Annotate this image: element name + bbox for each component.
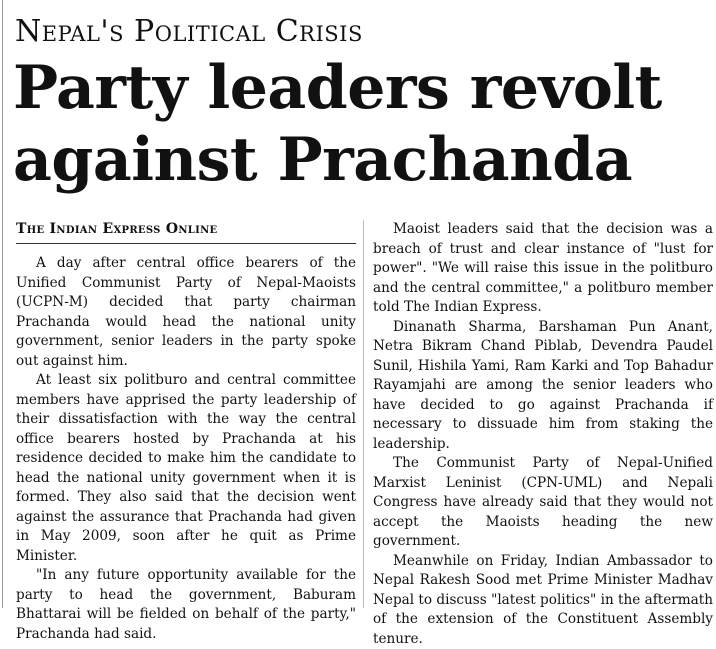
paragraph: At least six politburo and central committee members have apprised the party leadership of their dissatisfaction with the way the central office bearers hosted by Prachanda at his residence decided to make him the candidate to head the national unity government when it is formed. They also said that the decision went against the assurance that Prachanda had given in May 2009, soon after he quit as Prime Minister. <box>16 371 356 566</box>
paragraph: The Communist Party of Nepal-Unified Marxist Leninist (CPN-UML) and Nepali Congress have already said that they would not accept the Maoists heading the new government. <box>373 454 713 552</box>
paragraph: "In any future opportunity available for the party to head the government, Baburam Bhattarai will be fielded on behalf of the party," Prachanda had said. <box>16 566 356 644</box>
article-column-right <box>373 220 713 649</box>
headline: Party leaders revolt against Prachanda <box>13 52 713 196</box>
byline: The Indian Express Online <box>16 220 356 244</box>
article-column-left <box>16 220 356 644</box>
section-kicker: Nepal's Political Crisis <box>15 14 363 49</box>
paragraph: Maoist leaders said that the decision was a breach of trust and clear instance of "lust for power". "We will raise this issue in the politburo and the central committee," a politburo member told The Indian Express. <box>373 220 713 318</box>
left-page-rule <box>2 0 3 608</box>
paragraph: Meanwhile on Friday, Indian Ambassador to Nepal Rakesh Sood met Prime Minister Madhav Nepal to discuss "latest politics" in the aftermath of the extension of the Constituent Assembly tenure. <box>373 552 713 649</box>
column-divider <box>363 220 364 608</box>
paragraph: A day after central office bearers of the Unified Communist Party of Nepal-Maoists (UCPN-M) decided that party chairman Prachanda would head the national unity government, senior leaders in the party spoke out against him. <box>16 254 356 371</box>
paragraph: Dinanath Sharma, Barshaman Pun Anant, Netra Bikram Chand Piblab, Devendra Paudel Sunil, Hishila Yami, Ram Karki and Top Bahadur Rayamjahi are among the senior leaders who have decided to go against Prachanda if necessary to dissuade him from staking the leadership. <box>373 318 713 455</box>
